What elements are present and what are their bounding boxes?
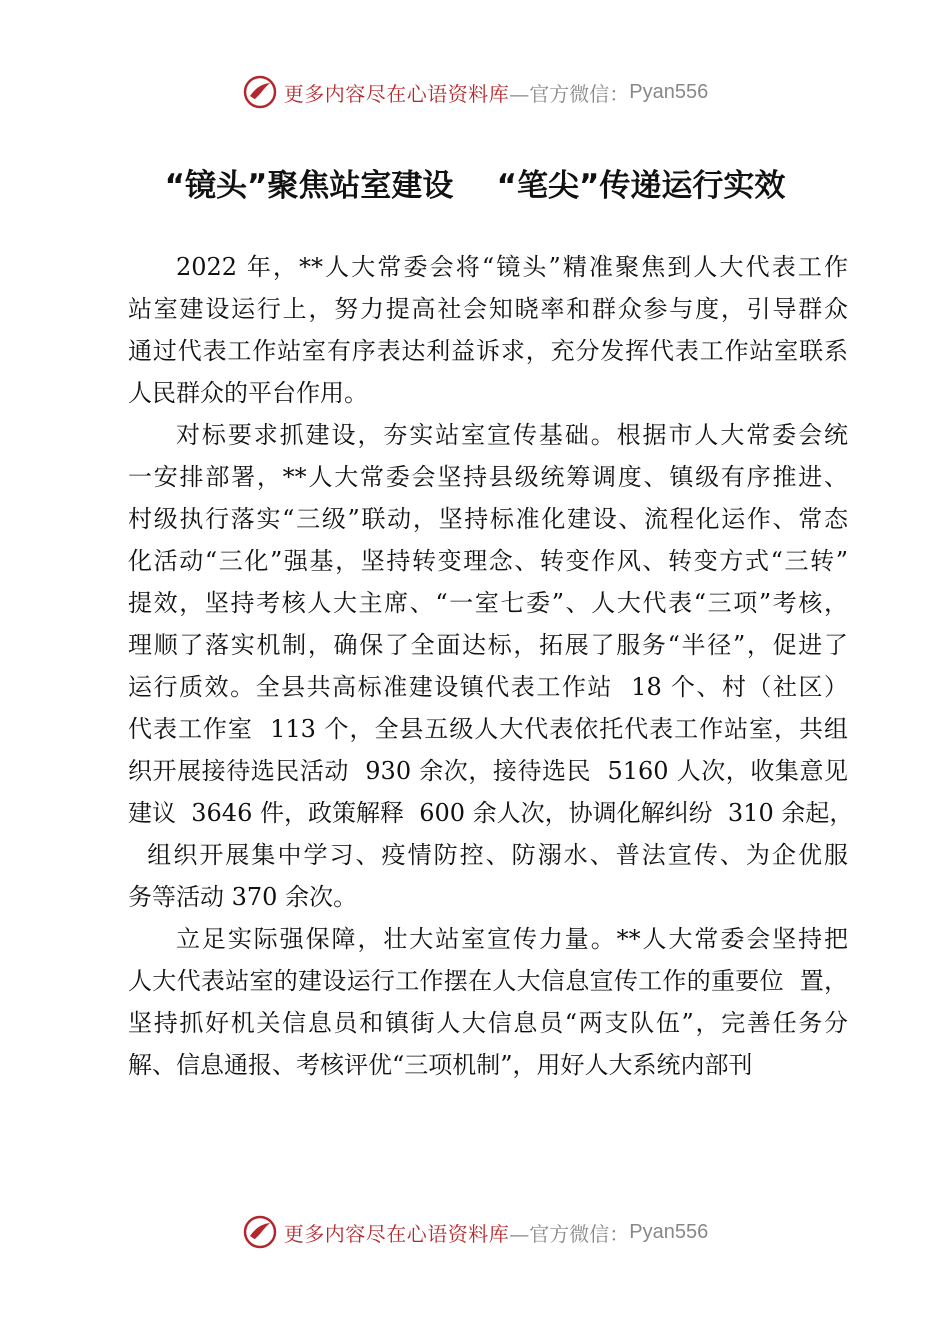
banner-wechat-label: —官方微信： (509, 81, 630, 106)
body-line: 通过代表工作站室有序表达利益诉求，充分发挥代表工作站室联系 (128, 337, 848, 365)
body-line: 2022 年，**人大常委会将“镜头”精准聚焦到人大代表工作 (176, 253, 848, 281)
body-line: 织开展接待选民活动 930 余次，接待选民 5160 人次，收集意见 (128, 757, 848, 785)
body-line: 对标要求抓建设，夯实站室宣传基础。根据市人大常委会统 (176, 421, 848, 449)
body-line: 村级执行落实“三级”联动，坚持标准化建设、流程化运作、常态 (128, 505, 848, 533)
banner-wechat-id: Pyan556 (629, 1220, 709, 1243)
body-line: 组织开展集中学习、疫情防控、防溺水、普法宣传、为企优服 (128, 841, 848, 869)
body-line: 代表工作室 113 个，全县五级人大代表依托代表工作站室，共组 (128, 715, 848, 743)
body-line: 站室建设运行上，努力提高社会知晓率和群众参与度，引导群众 (128, 295, 848, 323)
body-line: 人民群众的平台作用。 (128, 379, 368, 407)
body-line: 化活动“三化”强基，坚持转变理念、转变作风、转变方式“三转” (128, 547, 848, 575)
body-line: 立足实际强保障，壮大站室宣传力量。**人大常委会坚持把 (176, 925, 848, 953)
banner-wechat-label: —官方微信： (509, 1221, 630, 1246)
body-line: 坚持抓好机关信息员和镇街人大信息员“两支队伍”，完善任务分 (128, 1009, 848, 1037)
footer-watermark-banner (0, 1210, 950, 1254)
document-body (128, 246, 854, 1086)
body-line: 人大代表站室的建设运行工作摆在人大信息宣传工作的重要位 置， (128, 967, 848, 995)
brush-logo-icon (242, 74, 278, 110)
body-line: 运行质效。全县共高标准建设镇代表工作站 18 个、村（社区） (128, 673, 848, 701)
banner-brand-text: 更多内容尽在心语资料库 (283, 1221, 510, 1246)
banner-wechat-id: Pyan556 (629, 80, 709, 103)
header-watermark-banner (0, 70, 950, 114)
body-line: 建议 3646 件，政策解释 600 余人次，协调化解纠纷 310 余起， (128, 799, 854, 827)
body-line: 一安排部署，**人大常委会坚持县级统筹调度、镇级有序推进、 (128, 463, 848, 491)
document-title: “镜头”聚焦站室建设 “笔尖”传递运行实效 (164, 168, 786, 204)
body-line: 务等活动 370 余次。 (128, 883, 358, 911)
body-line: 提效，坚持考核人大主席、“一室七委”、人大代表“三项”考核， (128, 589, 848, 617)
brush-logo-icon (242, 1214, 278, 1250)
body-line: 解、信息通报、考核评优“三项机制”，用好人大系统内部刊 (128, 1051, 753, 1079)
banner-brand-text: 更多内容尽在心语资料库 (283, 81, 510, 106)
body-line: 理顺了落实机制，确保了全面达标，拓展了服务“半径”，促进了 (128, 631, 848, 659)
